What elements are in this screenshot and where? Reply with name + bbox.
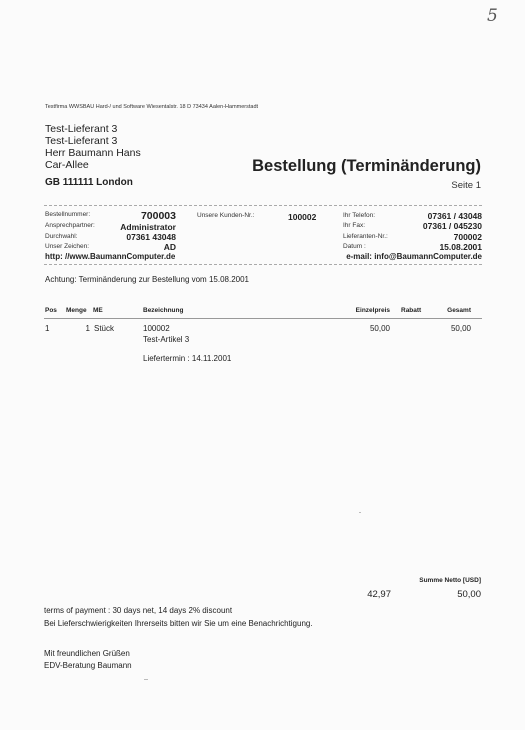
direct: 07361 43048 — [126, 232, 176, 242]
date: 15.08.2001 — [439, 242, 482, 252]
greeting: Mit freundlichen Grüßen — [44, 649, 130, 658]
col-qty: Menge — [66, 307, 87, 314]
scan-speck — [144, 679, 148, 680]
document-title: Bestellung (Terminänderung) — [252, 157, 481, 175]
row-total: 50,00 — [450, 324, 471, 333]
recipient-line-4: Car-Allee — [45, 159, 89, 171]
direct-label: Durchwahl: — [45, 233, 78, 240]
contact-label: Ansprechpartner: — [45, 222, 95, 229]
col-total: Gesamt — [447, 307, 471, 314]
fax-label: Ihr Fax: — [343, 222, 366, 229]
customer-no-label: Unsere Kunden-Nr.: — [197, 212, 255, 219]
supplier-no: 700002 — [453, 232, 482, 242]
col-unit: ME — [93, 307, 103, 314]
customer-no: 100002 — [288, 212, 317, 222]
table-header-rule — [44, 318, 482, 319]
row-qty: 1 — [85, 324, 90, 333]
recipient-line-3: Herr Baumann Hans — [45, 147, 141, 159]
supplier-no-label: Lieferanten-Nr.: — [343, 233, 388, 240]
divider-info — [44, 264, 482, 265]
email: e-mail: info@BaumannComputer.de — [346, 252, 482, 261]
row-article-no: 100002 — [143, 324, 170, 333]
order-no-label: Bestellnummer: — [45, 211, 91, 218]
row-delivery-date: Liefertermin : 14.11.2001 — [143, 354, 232, 363]
notice-text: Achtung: Terminänderung zur Bestellung vom 15.08.2001 — [45, 275, 249, 284]
sign: AD — [163, 242, 176, 252]
page-label: Seite 1 — [451, 180, 481, 191]
fax: 07361 / 045230 — [422, 221, 482, 231]
recipient-line-1: Test-Lieferant 3 — [45, 123, 118, 135]
divider-top — [44, 205, 482, 206]
sign-label: Unser Zeichen: — [45, 243, 90, 250]
phone: 07361 / 43048 — [427, 211, 482, 221]
recipient-line-2: Test-Lieferant 3 — [45, 135, 118, 147]
totals-net-value: 50,00 — [457, 589, 481, 600]
page-number-handwritten: 5 — [487, 6, 498, 26]
totals-label: Summe Netto [USD] — [419, 577, 481, 584]
row-unit: Stück — [94, 324, 115, 333]
company-signature: EDV-Beratung Baumann — [44, 661, 132, 670]
col-pos: Pos — [45, 307, 57, 314]
payment-terms: terms of payment : 30 days net, 14 days 2% discount — [44, 606, 233, 615]
row-article-name: Test-Artikel 3 — [143, 335, 190, 344]
row-pos: 1 — [45, 324, 50, 333]
row-price: 50,00 — [369, 324, 390, 333]
phone-label: Ihr Telefon: — [343, 212, 376, 219]
order-no: 700003 — [140, 210, 176, 222]
contact: Administrator — [120, 222, 176, 232]
col-price: Einzelpreis — [355, 307, 390, 314]
col-discount: Rabatt — [401, 307, 422, 314]
col-desc: Bezeichnung — [143, 307, 184, 314]
recipient-line-5: GB 111111 London — [45, 177, 133, 188]
totals-left-value: 42,97 — [367, 589, 391, 600]
delivery-notice: Bei Lieferschwierigkeiten Ihrerseits bitten wir Sie um eine Benachrichtigung. — [44, 619, 313, 628]
scan-speck — [359, 512, 361, 513]
date-label: Datum : — [343, 243, 366, 250]
sender-line: Testfirma WWSBAU Hard-/ und Software Wiesentalstr. 18 D 73434 Aalen-Hammerstadt — [45, 104, 259, 110]
website: http: //www.BaumannComputer.de — [45, 252, 176, 261]
